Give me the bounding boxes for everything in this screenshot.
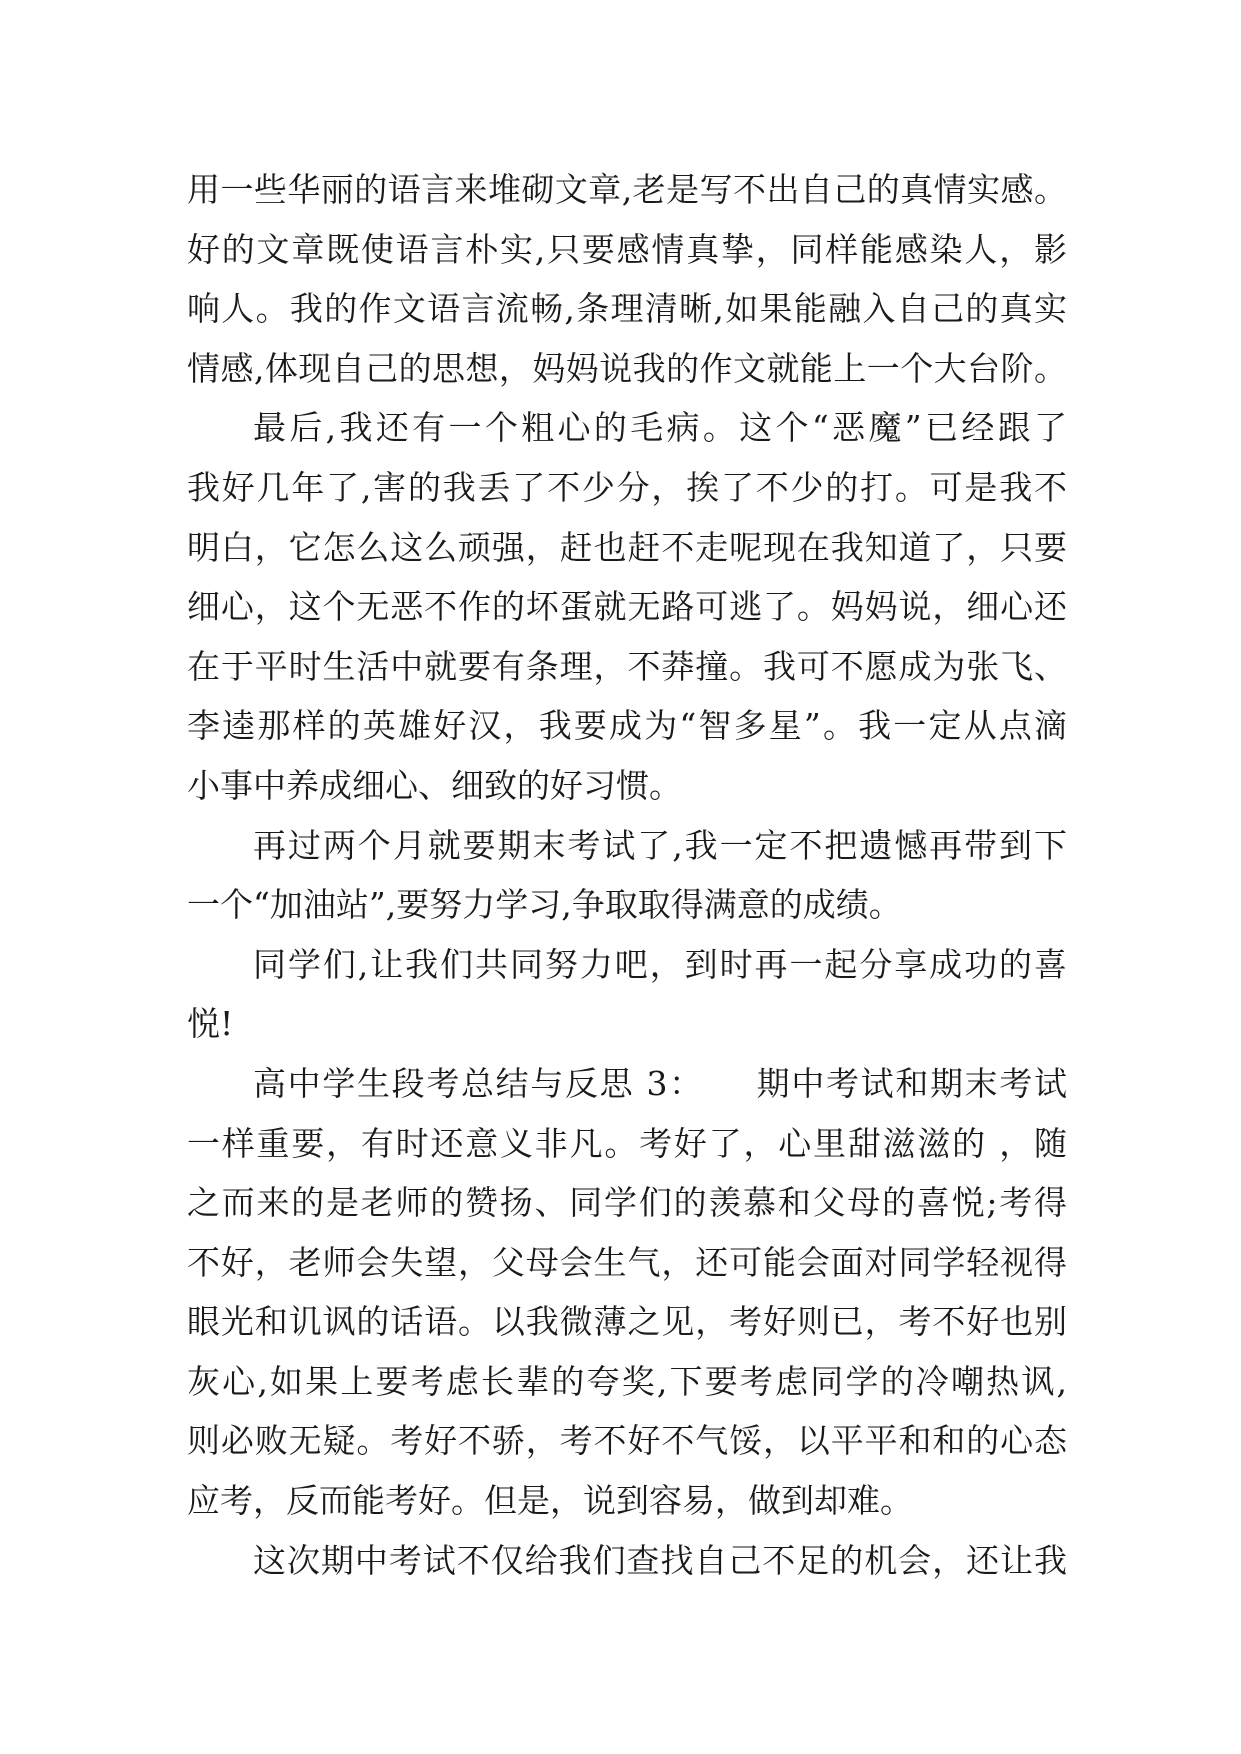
text-line: 眼光和讥讽的话语。以我微薄之见，考好则已，考不好也别 (187, 1302, 1067, 1342)
text-line: 李逵那样的英雄好汉，我要成为“智多星”。我一定从点滴 (187, 706, 1067, 746)
text-line: 应考，反而能考好。但是，说到容易，做到却难。 (187, 1481, 913, 1521)
text-line: 细心，这个无恶不作的坏蛋就无路可逃了。妈妈说，细心还 (187, 587, 1067, 627)
text-line: 在于平时生活中就要有条理，不莽撞。我可不愿成为张飞、 (187, 646, 1067, 686)
text-line: 则必败无疑。考好不骄，考不好不气馁，以平平和和的心态 (187, 1421, 1067, 1461)
body-text (187, 160, 1067, 1590)
text-line: 小事中养成细心、细致的好习惯。 (187, 765, 682, 805)
text-line: 再过两个月就要期末考试了,我一定不把遗憾再带到下 (253, 825, 1067, 865)
text-line: 不好，老师会失望，父母会生气，还可能会面对同学轻视得 (187, 1242, 1067, 1282)
text-line: 明白，它怎么这么顽强，赶也赶不走呢现在我知道了，只要 (187, 527, 1067, 567)
text-line: 最后,我还有一个粗心的毛病。这个“恶魔”已经跟了 (253, 408, 1067, 448)
text-line: 情感,体现自己的思想，妈妈说我的作文就能上一个大台阶。 (187, 348, 1067, 388)
text-line: 这次期中考试不仅给我们查找自己不足的机会，还让我 (253, 1540, 1067, 1580)
text-line: 好的文章既使语言朴实,只要感情真挚，同样能感染人，影 (187, 229, 1067, 269)
text-line: 一个“加油站”,要努力学习,争取取得满意的成绩。 (187, 885, 902, 925)
text-line: 我好几年了,害的我丢了不少分，挨了不少的打。可是我不 (187, 467, 1067, 507)
text-line: 同学们,让我们共同努力吧，到时再一起分享成功的喜 (253, 944, 1067, 984)
text-line: 悦! (187, 1004, 234, 1044)
text-line: 之而来的是老师的赞扬、同学们的羡慕和父母的喜悦;考得 (187, 1183, 1067, 1223)
text-line: 响人。我的作文语言流畅,条理清晰,如果能融入自己的真实 (187, 289, 1067, 329)
text-line: 高中学生段考总结与反思 3： 期中考试和期末考试 (253, 1063, 1067, 1103)
text-line: 用一些华丽的语言来堆砌文章,老是写不出自己的真情实感。 (187, 170, 1067, 209)
text-line: 一样重要，有时还意义非凡。考好了，心里甜滋滋的 ，随 (187, 1123, 1067, 1163)
text-line: 灰心,如果上要考虑长辈的夸奖,下要考虑同学的冷嘲热讽, (187, 1361, 1067, 1401)
